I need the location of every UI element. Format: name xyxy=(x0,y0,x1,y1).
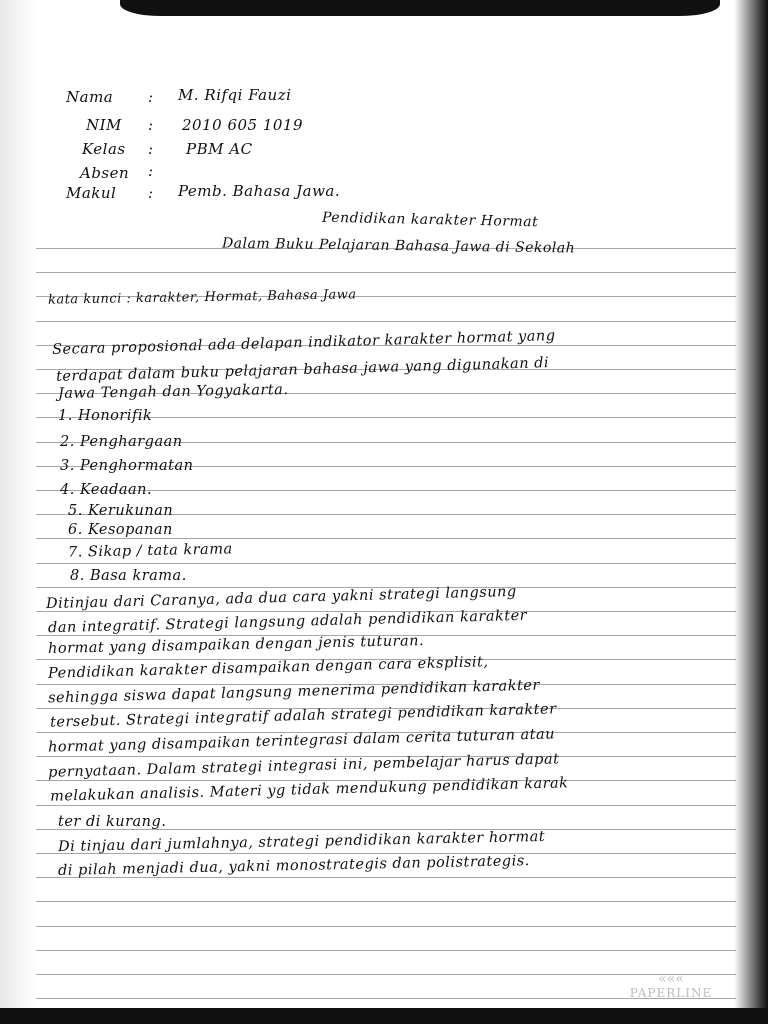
ruled-line xyxy=(36,563,736,564)
indicator-item-2: 2. Penghargaan xyxy=(60,434,183,450)
nim-label: NIM xyxy=(86,116,122,134)
name-colon: : xyxy=(148,88,154,106)
indicator-item-8: 8. Basa krama. xyxy=(70,568,187,584)
body-line-9: melakukan analisis. Materi yg tidak mendukung pendidikan karak xyxy=(49,775,569,805)
ruled-line xyxy=(36,805,736,806)
intro-line-3: Jawa Tengah dan Yogyakarta. xyxy=(57,381,289,403)
ruled-line xyxy=(36,950,736,951)
name-value: M. Rifqi Fauzi xyxy=(178,86,292,104)
title-line-2: Dalam Buku Pelajaran Bahasa Jawa di Sekolah xyxy=(221,235,576,257)
indicator-item-7: 7. Sikap / tata krama xyxy=(67,541,233,561)
indicator-item-5: 5. Kerukunan xyxy=(68,503,174,519)
ruled-line xyxy=(36,877,736,878)
makul-value: Pemb. Bahasa Jawa. xyxy=(178,182,341,200)
class-value: PBM AC xyxy=(186,140,253,158)
body-line-11: Di tinjau dari jumlahnya, strategi pendidikan karakter hormat xyxy=(57,828,546,856)
makul-label: Makul xyxy=(66,184,117,202)
paperline-watermark xyxy=(616,972,726,1000)
indicator-item-6: 6. Kesopanan xyxy=(68,522,173,538)
body-line-2: dan integratif. Strategi langsung adalah pendidikan karakter xyxy=(47,607,528,637)
class-colon: : xyxy=(148,140,154,158)
title-line-1: Pendidikan karakter Hormat xyxy=(321,209,539,231)
body-line-6: tersebut. Strategi integratif adalah strategi pendidikan karakter xyxy=(49,701,557,731)
page-left-shadow xyxy=(0,0,36,1024)
body-line-1: Ditinjau dari Caranya, ada dua cara yakni strategi langsung xyxy=(45,583,517,613)
body-line-3: hormat yang disampaikan dengan jenis tuturan. xyxy=(47,633,425,657)
body-line-5: sehingga siswa dapat langsung menerima pendidikan karakter xyxy=(47,677,541,707)
paperline-logo-text: PAPERLINE xyxy=(629,986,713,1000)
body-line-12: di pilah menjadi dua, yakni monostrategis dan polistrategis. xyxy=(57,853,530,879)
intro-line-2: terdapat dalam buku pelajaran bahasa jawa yang digunakan di xyxy=(55,355,550,385)
makul-colon: : xyxy=(148,184,154,202)
body-line-4: Pendidikan karakter disampaikan dengan cara eksplisit, xyxy=(47,654,489,682)
name-label: Nama xyxy=(66,88,114,106)
class-label: Kelas xyxy=(82,140,126,158)
absen-colon: : xyxy=(148,162,154,180)
indicator-item-4: 4. Keadaan. xyxy=(60,482,153,498)
body-line-7: hormat yang disampaikan terintegrasi dalam cerita tuturan atau xyxy=(47,726,556,756)
ruled-line xyxy=(36,321,736,322)
page-right-shadow xyxy=(734,0,768,1024)
keywords-line: kata kunci : karakter, Hormat, Bahasa Jawa xyxy=(47,287,357,308)
indicator-item-3: 3. Penghormatan xyxy=(60,458,194,474)
absen-label: Absen xyxy=(80,164,130,182)
body-line-8: pernyataan. Dalam strategi integrasi ini, pembelajar harus dapat xyxy=(47,751,560,781)
ruled-line xyxy=(36,901,736,902)
ruled-line xyxy=(36,272,736,273)
ruled-line xyxy=(36,538,736,539)
paperline-chevrons-icon: ««« xyxy=(658,971,684,987)
nim-colon: : xyxy=(148,116,154,134)
intro-line-1: Secara proposional ada delapan indikator karakter hormat yang xyxy=(51,327,556,359)
nim-value: 2010 605 1019 xyxy=(182,116,304,134)
indicator-item-1: 1. Honorifik xyxy=(58,408,153,424)
ruled-line xyxy=(36,926,736,927)
body-line-10: ter di kurang. xyxy=(58,814,167,830)
